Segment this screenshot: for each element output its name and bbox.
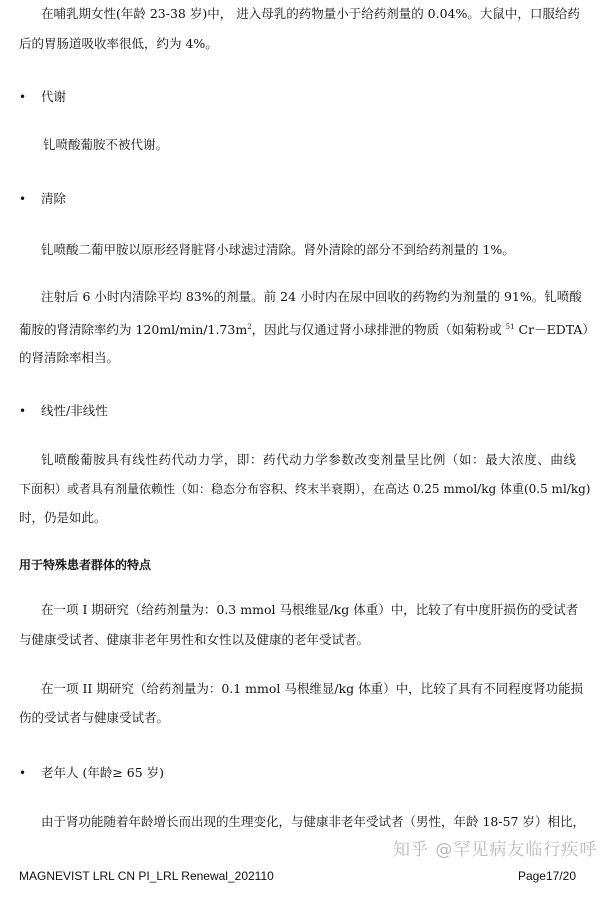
linearity-line-3: 时，仍是如此。: [19, 510, 107, 525]
lactation-line-2: 后的胃肠道吸收率很低，约为 4%。: [19, 36, 218, 51]
special-p2-line-2: 伤的受试者与健康受试者。: [19, 710, 170, 725]
bullet-icon: •: [19, 192, 27, 206]
bullet-icon: •: [19, 90, 27, 104]
linearity-line-1: 钆喷酸葡胺具有线性药代动力学，即：药代动力学参数改变剂量呈比例（如：最大浓度、曲线: [41, 452, 576, 467]
superscript: 2: [247, 323, 252, 331]
elderly-heading: 老年人 (年龄≥ 65 岁): [41, 765, 165, 780]
text: ，因此与仅通过肾小球排泄的物质（如菊粉或: [251, 322, 506, 337]
bullet-icon: •: [19, 404, 27, 418]
linearity-heading: 线性/非线性: [41, 403, 108, 418]
text: Cr－EDTA）: [514, 322, 595, 337]
bullet-icon: •: [19, 766, 27, 780]
elimination-p2-line-2: [19, 319, 595, 338]
lactation-line-1: 在哺乳期女性(年龄 23-38 岁)中， 进入母乳的药物量小于给药剂量的 0.04%。大鼠中，口服给药: [41, 6, 580, 21]
special-p1-line-1: 在一项 I 期研究（给药剂量为：0.3 mmol 马根维显/kg 体重）中，比较了有中度肝损伤的受试者: [41, 602, 579, 617]
footer-page-number: Page17/20: [517, 869, 576, 883]
elimination-p1: 钆喷酸二葡甲胺以原形经肾脏肾小球滤过清除。肾外清除的部分不到给药剂量的 1%。: [41, 242, 515, 257]
special-p1-line-2: 与健康受试者、健康非老年男性和女性以及健康的老年受试者。: [19, 632, 370, 647]
text: 葡胺的肾清除率约为 120ml/min/1.73m: [19, 322, 248, 337]
watermark: 知乎 @罕见病友临行疾呼: [393, 840, 598, 860]
elimination-heading: 清除: [41, 191, 67, 206]
superscript: 51: [505, 323, 515, 331]
elimination-p2-line-3: 的肾清除率相当。: [19, 350, 120, 365]
metabolism-text: 钆喷酸葡胺不被代谢。: [43, 137, 169, 152]
special-populations-heading: 用于特殊患者群体的特点: [19, 558, 152, 572]
footer-document-id: MAGNEVIST LRL CN PI_LRL Renewal_202110: [19, 869, 274, 883]
metabolism-heading: 代谢: [41, 89, 67, 104]
elimination-p2-line-1: 注射后 6 小时内清除平均 83%的剂量。前 24 小时内在尿中回收的药物约为剂量的 91%。钆喷酸: [41, 289, 582, 304]
elderly-line-1: 由于肾功能随着年龄增长而出现的生理变化，与健康非老年受试者（男性，年龄 18-57 岁）相比，: [41, 814, 585, 829]
linearity-line-2: 下面积）或者具有剂量依赖性（如：稳态分布容积、终末半衰期），在高达 0.25 mmol/kg 体重(0.5 ml/kg): [19, 482, 591, 496]
special-p2-line-1: 在一项 II 期研究（给药剂量为：0.1 mmol 马根维显/kg 体重）中，比较了具有不同程度肾功能损: [41, 681, 584, 696]
